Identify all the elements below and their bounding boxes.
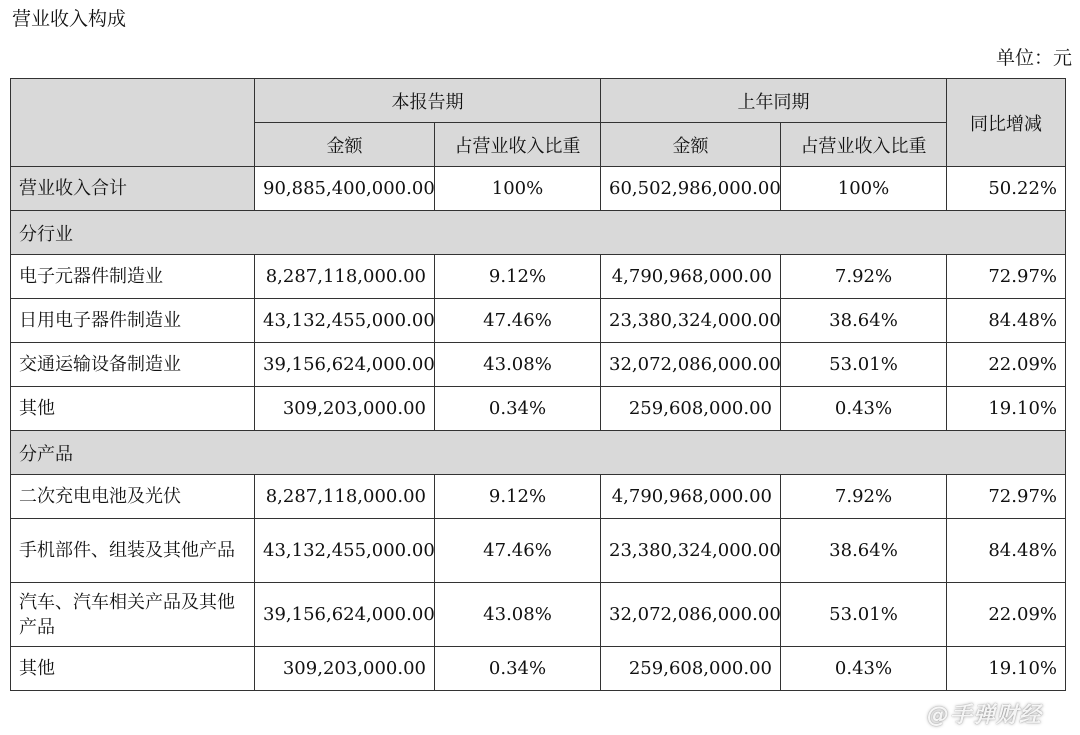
prev-amount: 259,608,000.00 <box>601 647 781 691</box>
cur-share: 9.12% <box>435 255 601 299</box>
header-row-top <box>11 79 1066 123</box>
cur-share: 100% <box>435 167 601 211</box>
table-row <box>11 343 1066 387</box>
header-cur-share: 占营业收入比重 <box>435 123 601 167</box>
cur-share: 43.08% <box>435 583 601 647</box>
cur-amount: 309,203,000.00 <box>255 647 435 691</box>
table-row <box>11 583 1066 647</box>
yoy-change: 84.48% <box>947 519 1066 583</box>
table-row <box>11 299 1066 343</box>
prev-share: 53.01% <box>781 583 947 647</box>
cur-share: 9.12% <box>435 475 601 519</box>
header-prev-amount: 金额 <box>601 123 781 167</box>
row-name: 日用电子器件制造业 <box>11 299 255 343</box>
prev-share: 7.92% <box>781 475 947 519</box>
prev-amount: 259,608,000.00 <box>601 387 781 431</box>
header-blank-cell <box>11 79 255 167</box>
cur-share: 47.46% <box>435 299 601 343</box>
row-name: 二次充电电池及光伏 <box>11 475 255 519</box>
cur-amount: 8,287,118,000.00 <box>255 255 435 299</box>
table-row <box>11 387 1066 431</box>
page-title: 营业收入构成 <box>12 8 127 30</box>
cur-share: 43.08% <box>435 343 601 387</box>
prev-amount: 23,380,324,000.00 <box>601 299 781 343</box>
yoy-change: 72.97% <box>947 475 1066 519</box>
table-row <box>11 519 1066 583</box>
yoy-change: 50.22% <box>947 167 1066 211</box>
yoy-change: 84.48% <box>947 299 1066 343</box>
yoy-change: 19.10% <box>947 647 1066 691</box>
prev-share: 38.64% <box>781 519 947 583</box>
yoy-change: 22.09% <box>947 583 1066 647</box>
table-row <box>11 255 1066 299</box>
cur-amount: 43,132,455,000.00 <box>255 299 435 343</box>
group-row-product <box>11 431 1066 475</box>
prev-amount: 4,790,968,000.00 <box>601 255 781 299</box>
cur-amount: 39,156,624,000.00 <box>255 583 435 647</box>
yoy-change: 19.10% <box>947 387 1066 431</box>
row-name: 其他 <box>11 647 255 691</box>
group-label: 分产品 <box>11 431 1066 475</box>
total-row <box>11 167 1066 211</box>
header-cur-amount: 金额 <box>255 123 435 167</box>
prev-amount: 4,790,968,000.00 <box>601 475 781 519</box>
cur-amount: 43,132,455,000.00 <box>255 519 435 583</box>
table-row <box>11 647 1066 691</box>
prev-amount: 32,072,086,000.00 <box>601 583 781 647</box>
group-row-industry <box>11 211 1066 255</box>
cur-share: 47.46% <box>435 519 601 583</box>
header-prior-period: 上年同期 <box>601 79 947 123</box>
prev-share: 53.01% <box>781 343 947 387</box>
cur-amount: 39,156,624,000.00 <box>255 343 435 387</box>
row-name: 手机部件、组装及其他产品 <box>11 519 255 583</box>
group-label: 分行业 <box>11 211 1066 255</box>
prev-amount: 60,502,986,000.00 <box>601 167 781 211</box>
table-row <box>11 475 1066 519</box>
unit-label: 单位：元 <box>995 47 1072 69</box>
cur-share: 0.34% <box>435 387 601 431</box>
prev-share: 0.43% <box>781 647 947 691</box>
revenue-table <box>10 78 1066 691</box>
cur-amount: 309,203,000.00 <box>255 387 435 431</box>
prev-share: 100% <box>781 167 947 211</box>
prev-amount: 23,380,324,000.00 <box>601 519 781 583</box>
row-name: 其他 <box>11 387 255 431</box>
cur-amount: 90,885,400,000.00 <box>255 167 435 211</box>
prev-share: 0.43% <box>781 387 947 431</box>
header-yoy: 同比增减 <box>947 79 1066 167</box>
row-name: 营业收入合计 <box>11 167 255 211</box>
cur-amount: 8,287,118,000.00 <box>255 475 435 519</box>
header-prev-share: 占营业收入比重 <box>781 123 947 167</box>
prev-amount: 32,072,086,000.00 <box>601 343 781 387</box>
cur-share: 0.34% <box>435 647 601 691</box>
yoy-change: 72.97% <box>947 255 1066 299</box>
row-name: 交通运输设备制造业 <box>11 343 255 387</box>
header-current-period: 本报告期 <box>255 79 601 123</box>
row-name: 汽车、汽车相关产品及其他产品 <box>11 583 255 647</box>
watermark: @手弹财经 <box>926 703 1042 728</box>
prev-share: 38.64% <box>781 299 947 343</box>
prev-share: 7.92% <box>781 255 947 299</box>
row-name: 电子元器件制造业 <box>11 255 255 299</box>
yoy-change: 22.09% <box>947 343 1066 387</box>
